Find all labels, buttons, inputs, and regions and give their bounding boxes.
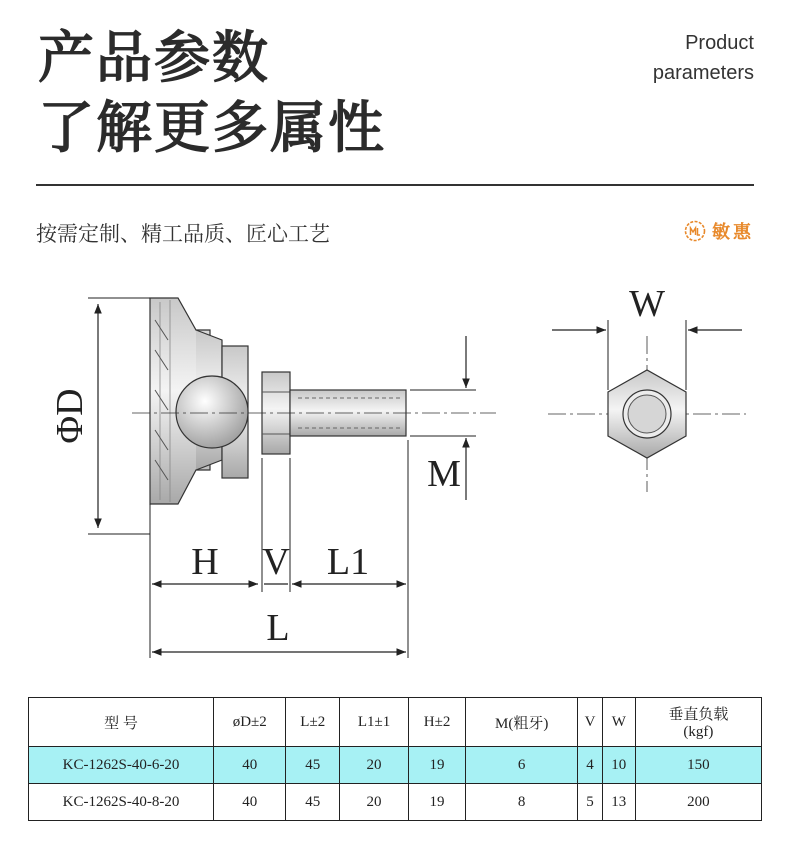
w-label: W [629, 283, 665, 325]
table-cell: 20 [340, 747, 409, 784]
table-cell: 40 [214, 784, 286, 821]
col-model: 型 号 [29, 698, 214, 747]
col-load [635, 698, 761, 747]
col-h: H±2 [409, 698, 466, 747]
table-cell: 5 [578, 784, 602, 821]
brand-name: 敏惠 [712, 222, 754, 243]
header-divider [36, 184, 754, 186]
table-cell: KC-1262S-40-8-20 [29, 784, 214, 821]
title-block [38, 28, 386, 160]
col-w: W [602, 698, 635, 747]
page-title-line2: 了解更多属性 [38, 96, 386, 161]
col-m: M(粗牙) [466, 698, 578, 747]
table-cell: 19 [409, 784, 466, 821]
technical-drawing [0, 260, 790, 680]
table-cell: 10 [602, 747, 635, 784]
l1-label: L1 [326, 541, 370, 583]
spec-table [28, 697, 762, 821]
col-load-line2: (kgf) [683, 724, 714, 740]
diameter-label: ΦD [49, 388, 91, 444]
english-title-line2: parameters [652, 62, 754, 84]
table-header-row [29, 698, 762, 747]
table-cell: 150 [635, 747, 761, 784]
table-row [29, 784, 762, 821]
table-cell: 40 [214, 747, 286, 784]
col-l: L±2 [286, 698, 340, 747]
table-cell: 20 [340, 784, 409, 821]
h-label: H [191, 541, 219, 583]
v-label: V [262, 541, 290, 583]
tagline: 按需定制、精工品质、匠心工艺 [36, 222, 330, 246]
table-cell: 8 [466, 784, 578, 821]
brand [684, 218, 754, 244]
m-label: M [427, 453, 461, 495]
english-title [653, 28, 754, 88]
col-l1: L1±1 [340, 698, 409, 747]
page-title-line1: 产品参数 [38, 26, 270, 91]
english-title-line1: Product [685, 32, 754, 54]
table-cell: 200 [635, 784, 761, 821]
table-cell: 4 [578, 747, 602, 784]
table-row [29, 747, 762, 784]
table-cell: 13 [602, 784, 635, 821]
table-cell: KC-1262S-40-6-20 [29, 747, 214, 784]
table-cell: 45 [286, 747, 340, 784]
l-label: L [266, 607, 290, 649]
col-load-line1: 垂直负载 [668, 707, 729, 723]
table-cell: 45 [286, 784, 340, 821]
hex-end-view [548, 283, 746, 492]
ball-joint [176, 376, 248, 448]
table-cell: 6 [466, 747, 578, 784]
col-diameter: øD±2 [214, 698, 286, 747]
col-v: V [578, 698, 602, 747]
table-cell: 19 [409, 747, 466, 784]
brand-logo-icon [684, 220, 706, 242]
